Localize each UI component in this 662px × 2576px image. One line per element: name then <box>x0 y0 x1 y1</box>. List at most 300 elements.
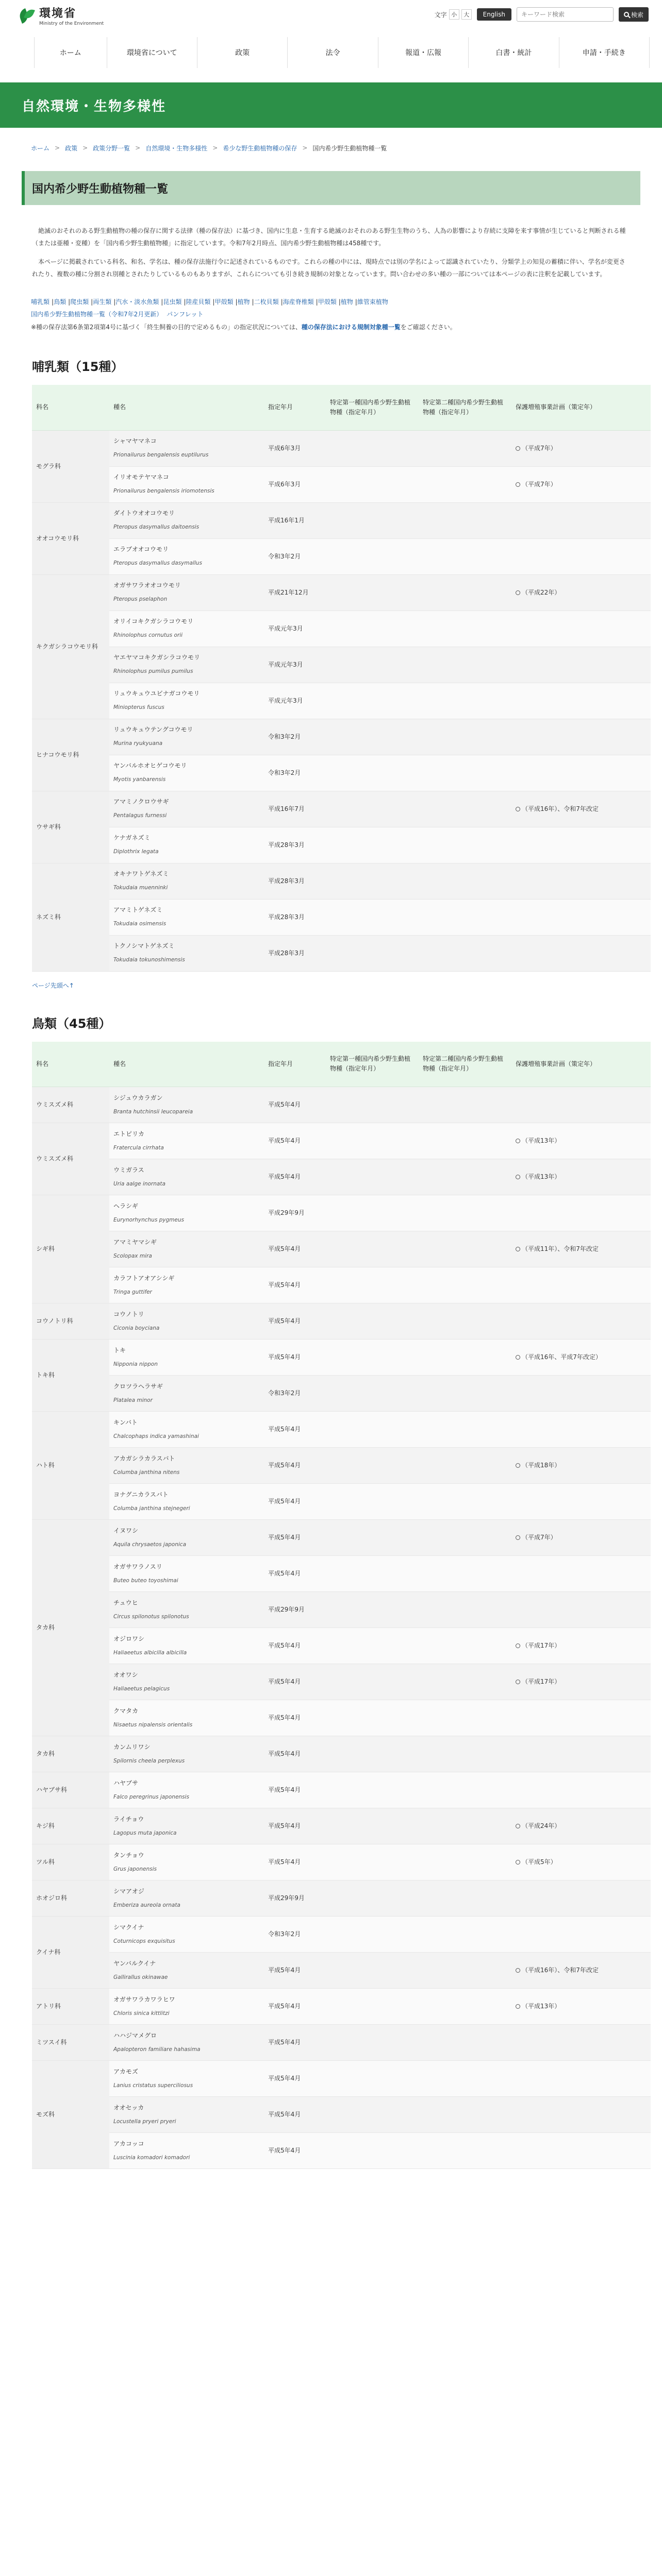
link-separator: | <box>91 298 93 306</box>
special-class2-cell <box>419 683 511 719</box>
global-nav <box>34 37 650 68</box>
main-content <box>0 171 662 2169</box>
breadcrumb-separator: > <box>82 144 88 151</box>
species-name: トクノシマトゲネズミ <box>113 942 175 950</box>
designation-date-cell: 令和3年2月 <box>264 538 326 574</box>
special-class2-cell <box>419 1448 511 1484</box>
birds-table <box>32 1042 651 2170</box>
species-cell <box>109 719 264 755</box>
utility-bar <box>435 7 649 22</box>
species-name: アマミヤマシギ <box>113 1238 157 1246</box>
scientific-name: Nisaetus nipalensis orientalis <box>113 1721 193 1728</box>
designation-date-cell: 平成6年3月 <box>264 466 326 502</box>
special-class1-cell <box>326 1880 419 1917</box>
breadcrumb-nature[interactable]: 自然環境・生物多様性 <box>145 144 208 152</box>
species-cell <box>109 2061 264 2097</box>
scientific-name: Branta hutchinsii leucopareia <box>113 1108 193 1115</box>
special-class2-cell <box>419 611 511 647</box>
recovery-plan-year: （平成22年） <box>522 588 561 596</box>
recovery-plan-year: （平成16年）、令和7年改定 <box>522 1967 599 1974</box>
special-class1-cell <box>326 899 419 935</box>
scientific-name: Haliaeetus albicilla albicilla <box>113 1649 187 1656</box>
designation-date-cell: 令和3年2月 <box>264 1917 326 1953</box>
table-row <box>32 1520 651 1556</box>
special-class1-cell <box>326 538 419 574</box>
special-class2-cell <box>419 1087 511 1123</box>
designation-date-cell: 平成5年4月 <box>264 1520 326 1556</box>
table-row <box>32 1412 651 1448</box>
breadcrumb-policy[interactable]: 政策 <box>65 144 78 152</box>
category-link[interactable]: 昆虫類 <box>163 298 182 306</box>
designation-date-cell: 平成5年4月 <box>264 1340 326 1376</box>
table-row <box>32 2025 651 2061</box>
scientific-name: Pteropus dasymallus daitoensis <box>113 524 200 530</box>
circle-mark-icon <box>516 2004 520 2009</box>
designation-date-cell: 平成5年4月 <box>264 1087 326 1123</box>
nav-item-whitepaper[interactable]: 白書・統計 <box>468 37 558 68</box>
designation-date-cell: 平成29年9月 <box>264 1195 326 1231</box>
recovery-plan-year: （平成13年） <box>522 1137 561 1144</box>
family-cell: コウノトリ科 <box>32 1303 109 1340</box>
recovery-plan-cell <box>511 2061 651 2097</box>
font-size-small-button[interactable]: 小 <box>449 9 459 20</box>
recovery-plan-cell <box>511 1917 651 1953</box>
special-class1-cell <box>326 466 419 502</box>
column-header: 特定第二種国内希少野生動植物種（指定年月） <box>419 385 511 430</box>
special-class1-cell <box>326 1412 419 1448</box>
recovery-plan-cell <box>511 1484 651 1520</box>
designation-date-cell: 平成28年3月 <box>264 863 326 899</box>
special-class1-cell <box>326 827 419 863</box>
family-cell: ウミスズメ科 <box>32 1087 109 1123</box>
designation-date-cell: 平成元年3月 <box>264 683 326 719</box>
species-cell <box>109 1664 264 1700</box>
species-cell <box>109 2097 264 2133</box>
table-row <box>32 935 651 971</box>
table-row <box>32 2133 651 2169</box>
category-link[interactable]: 両生類 <box>93 298 112 306</box>
search-button-label: 検索 <box>631 11 643 19</box>
recovery-plan-cell <box>511 1989 651 2025</box>
column-header: 特定第一種国内希少野生動植物種（指定年月） <box>326 1042 419 1087</box>
designation-date-cell: 令和3年2月 <box>264 1376 326 1412</box>
recovery-plan-cell <box>511 2097 651 2133</box>
site-header <box>0 0 662 82</box>
species-name: エトピリカ <box>113 1130 144 1138</box>
table-row <box>32 1195 651 1231</box>
recovery-plan-cell <box>511 1123 651 1159</box>
special-class2-cell <box>419 1880 511 1917</box>
column-header: 特定第二種国内希少野生動植物種（指定年月） <box>419 1042 511 1087</box>
scientific-name: Pteropus pselaphon <box>113 596 168 602</box>
species-cell <box>109 1808 264 1844</box>
recovery-plan-year: （平成5年） <box>522 1858 557 1866</box>
scientific-name: Buteo buteo toyoshimai <box>113 1577 178 1584</box>
special-class2-cell <box>419 1808 511 1844</box>
scientific-name: Scolopax mira <box>113 1252 152 1259</box>
search-input[interactable] <box>517 7 614 22</box>
species-name: チュウヒ <box>113 1599 138 1606</box>
designation-date-cell: 平成5年4月 <box>264 1736 326 1772</box>
species-name: シャマヤマネコ <box>113 437 157 445</box>
scientific-name: Lanius cristatus superciliosus <box>113 2082 193 2089</box>
recovery-plan-cell <box>511 502 651 538</box>
special-class2-cell <box>419 1772 511 1808</box>
column-header: 種名 <box>109 1042 264 1087</box>
scientific-name: Prionailurus bengalensis iriomotensis <box>113 488 214 494</box>
species-cell <box>109 1700 264 1736</box>
scientific-name: Nipponia nippon <box>113 1361 158 1367</box>
special-class2-cell <box>419 2133 511 2169</box>
special-class1-cell <box>326 1917 419 1953</box>
family-cell: シギ科 <box>32 1195 109 1303</box>
table-row <box>32 647 651 683</box>
designation-date-cell: 平成5年4月 <box>264 1123 326 1159</box>
special-class2-cell <box>419 1917 511 1953</box>
family-cell: ホオジロ科 <box>32 1880 109 1917</box>
recovery-plan-year: （平成13年） <box>522 2003 561 2010</box>
special-class1-cell <box>326 1087 419 1123</box>
species-name: ダイトウオオコウモリ <box>113 510 175 517</box>
species-cell <box>109 1628 264 1664</box>
link-separator: | <box>252 298 254 306</box>
table-row <box>32 683 651 719</box>
species-cell <box>109 1520 264 1556</box>
breadcrumb-separator: > <box>55 144 60 151</box>
species-cell <box>109 1592 264 1628</box>
scientific-name: Tokudaia muenninki <box>113 885 168 891</box>
category-link[interactable]: 海産脊椎類 <box>283 298 314 306</box>
designation-date-cell: 平成5年4月 <box>264 1844 326 1880</box>
category-link[interactable]: 植物 <box>237 298 250 306</box>
special-class1-cell <box>326 2061 419 2097</box>
special-class1-cell <box>326 1628 419 1664</box>
species-name: オガサワラカワラヒワ <box>113 1995 175 2003</box>
table-row <box>32 1880 651 1917</box>
designation-date-cell: 平成5年4月 <box>264 1303 326 1340</box>
recovery-plan-cell <box>511 1340 651 1376</box>
category-link[interactable]: 甲殻類 <box>318 298 337 306</box>
species-name: アマミノクロウサギ <box>113 798 169 805</box>
designation-date-cell: 平成5年4月 <box>264 2133 326 2169</box>
species-name: ヤエヤマコキクガシラコウモリ <box>113 654 201 661</box>
mammals-table <box>32 385 651 972</box>
designation-date-cell: 平成5年4月 <box>264 1267 326 1303</box>
link-separator: | <box>212 298 215 306</box>
special-class1-cell <box>326 1267 419 1303</box>
recovery-plan-cell <box>511 1772 651 1808</box>
special-class2-cell <box>419 1376 511 1412</box>
designation-date-cell: 平成28年3月 <box>264 899 326 935</box>
special-class1-cell <box>326 574 419 611</box>
recovery-plan-year: （平成17年） <box>522 1678 561 1685</box>
table-row <box>32 1376 651 1412</box>
designation-date-cell: 平成16年1月 <box>264 502 326 538</box>
recovery-plan-cell <box>511 1195 651 1231</box>
special-class2-cell <box>419 1989 511 2025</box>
special-class2-cell <box>419 1556 511 1592</box>
designation-date-cell: 平成29年9月 <box>264 1880 326 1917</box>
table-row <box>32 1844 651 1880</box>
note-text: ※種の保存法第6条第2項第4号に基づく「終生飼養の目的で定めるもの」の指定状況については、 <box>31 324 302 331</box>
special-class1-cell <box>326 683 419 719</box>
special-class1-cell <box>326 2025 419 2061</box>
species-name: オジロワシ <box>113 1635 145 1642</box>
breadcrumb-separator: > <box>212 144 218 151</box>
special-class2-cell <box>419 1664 511 1700</box>
nav-item-about[interactable]: 環境省について <box>107 37 197 68</box>
table-row <box>32 1628 651 1664</box>
special-class1-cell <box>326 647 419 683</box>
table-row <box>32 1340 651 1376</box>
nav-item-law[interactable]: 法令 <box>287 37 377 68</box>
special-class2-cell <box>419 719 511 755</box>
special-class2-cell <box>419 2061 511 2097</box>
regulated-species-link[interactable]: 種の保存法における規制対象種一覧 <box>301 324 401 331</box>
special-class2-cell <box>419 827 511 863</box>
column-header: 保護増殖事業計画（策定年） <box>511 1042 651 1087</box>
designation-date-cell: 平成5年4月 <box>264 1448 326 1484</box>
table-row <box>32 755 651 791</box>
nav-item-procedures[interactable]: 申請・手続き <box>559 37 650 68</box>
scientific-name: Tokudaia osimensis <box>113 921 167 927</box>
category-link[interactable]: 植物 <box>340 298 353 306</box>
nav-item-home[interactable]: ホーム <box>34 37 107 68</box>
special-class1-cell <box>326 1556 419 1592</box>
category-link[interactable]: 爬虫類 <box>70 298 89 306</box>
category-link[interactable]: 甲殻類 <box>214 298 234 306</box>
scientific-name: Rhinolophus cornutus orii <box>113 632 183 638</box>
category-link[interactable]: 鳥類 <box>54 298 67 306</box>
circle-mark-icon <box>516 482 520 487</box>
table-header-row <box>32 1042 651 1087</box>
link-separator: | <box>161 298 163 306</box>
species-name: オガサワラノスリ <box>113 1563 162 1570</box>
breadcrumb-separator: > <box>135 144 141 151</box>
table-row <box>32 1917 651 1953</box>
scientific-name: Tringa guttifer <box>113 1289 152 1295</box>
circle-mark-icon <box>516 1247 520 1251</box>
species-name: オキナワトゲネズミ <box>113 870 169 877</box>
species-cell <box>109 502 264 538</box>
special-class2-cell <box>419 1267 511 1303</box>
species-name: ケナガネズミ <box>113 834 151 841</box>
special-class1-cell <box>326 1303 419 1340</box>
species-name: エラブオオコウモリ <box>113 546 169 553</box>
species-name: オオワシ <box>113 1671 138 1679</box>
designation-date-cell: 令和3年2月 <box>264 755 326 791</box>
scientific-name: Columba janthina stejnegeri <box>113 1505 190 1512</box>
species-name: タンチョウ <box>113 1851 144 1859</box>
species-cell <box>109 2133 264 2169</box>
special-class1-cell <box>326 863 419 899</box>
species-name: ヤンバルクイナ <box>113 1959 156 1967</box>
species-name: イヌワシ <box>113 1527 139 1534</box>
site-logo[interactable] <box>19 7 104 27</box>
recovery-plan-cell <box>511 574 651 611</box>
designation-date-cell: 平成元年3月 <box>264 647 326 683</box>
recovery-plan-cell <box>511 1700 651 1736</box>
family-cell: ハヤブサ科 <box>32 1772 109 1808</box>
recovery-plan-cell <box>511 899 651 935</box>
recovery-plan-year: （平成13年） <box>522 1173 561 1180</box>
table-row <box>32 1664 651 1700</box>
table-row <box>32 1448 651 1484</box>
table-row <box>32 1556 651 1592</box>
circle-mark-icon <box>516 807 520 811</box>
special-class1-cell <box>326 1448 419 1484</box>
table-row <box>32 1159 651 1195</box>
designation-date-cell: 平成5年4月 <box>264 1628 326 1664</box>
species-cell <box>109 1917 264 1953</box>
scientific-name: Ciconia boyciana <box>113 1325 160 1331</box>
family-cell: ハト科 <box>32 1412 109 1520</box>
recovery-plan-cell <box>511 1520 651 1556</box>
recovery-plan-cell <box>511 1953 651 1989</box>
breadcrumb-current: 国内希少野生動植物種一覧 <box>312 144 387 152</box>
special-class2-cell <box>419 1628 511 1664</box>
recovery-plan-cell <box>511 538 651 574</box>
scientific-name: Pentalagus furnessi <box>113 812 167 819</box>
special-class1-cell <box>326 1700 419 1736</box>
scientific-name: Pteropus dasymallus dasymallus <box>113 560 202 566</box>
special-class2-cell <box>419 538 511 574</box>
page-title: 国内希少野生動植物種一覧 <box>22 171 640 205</box>
recovery-plan-cell <box>511 1159 651 1195</box>
species-name: トキ <box>113 1346 126 1354</box>
table-row <box>32 1808 651 1844</box>
species-name: イリオモテヤマネコ <box>113 473 169 481</box>
recovery-plan-cell <box>511 2133 651 2169</box>
special-class2-cell <box>419 899 511 935</box>
document-link[interactable]: パンフレット <box>167 311 204 318</box>
column-header: 種名 <box>109 385 264 430</box>
column-header: 指定年月 <box>264 1042 326 1087</box>
special-class1-cell <box>326 935 419 971</box>
special-class2-cell <box>419 1736 511 1772</box>
category-link[interactable]: 汽水・淡水魚類 <box>115 298 159 306</box>
special-class2-cell <box>419 647 511 683</box>
species-name: アマミトゲネズミ <box>113 906 163 913</box>
family-cell: ツル科 <box>32 1844 109 1880</box>
scientific-name: Myotis yanbarensis <box>113 776 166 783</box>
special-class2-cell <box>419 1953 511 1989</box>
species-name: アカガシラカラスバト <box>113 1454 175 1462</box>
special-class2-cell <box>419 2025 511 2061</box>
table-row <box>32 1484 651 1520</box>
scientific-name: Rhinolophus pumilus pumilus <box>113 668 193 674</box>
intro-paragraph: 本ページに掲載されている科名、和名、学名は、種の保存法施行令に記述されているものです。これらの種の中には、現時点では別の学名によって認識されていたり、分類学上の知見の蓄積に伴い、学名が変更されたり、複数の種に分割され別種とされたりしているものもありますが、これらについても引き続き規制の対象となっています。問い合わせの多い種の一部については本ページの表に注釈を記載しています。 <box>32 258 625 278</box>
recovery-plan-cell <box>511 1448 651 1484</box>
special-class1-cell <box>326 791 419 827</box>
scientific-name: Apalopteron familiare hahasima <box>113 2046 201 2053</box>
circle-mark-icon <box>516 1175 520 1179</box>
special-class2-cell <box>419 791 511 827</box>
species-cell <box>109 1412 264 1448</box>
circle-mark-icon <box>516 1355 520 1360</box>
species-name: ハハジマメグロ <box>113 2031 157 2039</box>
species-cell <box>109 2025 264 2061</box>
table-row <box>32 2061 651 2097</box>
scientific-name: Luscinia komadori komadori <box>113 2154 190 2161</box>
document-link[interactable]: 国内希少野生動植物種一覧（令和7年2月更新） <box>31 311 163 318</box>
family-cell: モグラ科 <box>32 430 109 502</box>
designation-date-cell: 平成5年4月 <box>264 1808 326 1844</box>
breadcrumb <box>0 128 662 168</box>
breadcrumb-rare-species[interactable]: 希少な野生動植物種の保存 <box>223 144 297 152</box>
species-cell <box>109 1123 264 1159</box>
designation-date-cell: 平成5年4月 <box>264 1412 326 1448</box>
scientific-name: Emberiza aureola ornata <box>113 1902 180 1908</box>
font-size-control <box>435 9 472 20</box>
family-cell: クイナ科 <box>32 1917 109 1989</box>
designation-date-cell: 平成5年4月 <box>264 1556 326 1592</box>
family-cell: ネズミ科 <box>32 863 109 971</box>
species-cell <box>109 1953 264 1989</box>
column-header: 特定第一種国内希少野生動植物種（指定年月） <box>326 385 419 430</box>
table-row <box>32 1267 651 1303</box>
scientific-name: Fratercula cirrhata <box>113 1144 164 1151</box>
link-separator: | <box>355 298 357 306</box>
recovery-plan-cell <box>511 755 651 791</box>
designation-date-cell: 平成元年3月 <box>264 611 326 647</box>
table-row <box>32 466 651 502</box>
special-class1-cell <box>326 1808 419 1844</box>
nav-item-policy[interactable]: 政策 <box>197 37 287 68</box>
page-top-link[interactable]: ページ先頭へ↑ <box>32 981 74 989</box>
recovery-plan-cell <box>511 1808 651 1844</box>
recovery-plan-cell <box>511 719 651 755</box>
recovery-plan-cell <box>511 1844 651 1880</box>
circle-mark-icon <box>516 590 520 595</box>
designation-date-cell: 平成6年3月 <box>264 430 326 466</box>
breadcrumb-home[interactable]: ホーム <box>31 144 50 152</box>
family-cell: ウミスズメ科 <box>32 1123 109 1195</box>
breadcrumb-policy-list[interactable]: 政策分野一覧 <box>93 144 130 152</box>
recovery-plan-year: （平成16年）、令和7年改定 <box>522 805 599 812</box>
species-cell <box>109 647 264 683</box>
nav-item-press[interactable]: 報道・広報 <box>378 37 468 68</box>
species-name: リュウキュウユビナガコウモリ <box>113 690 200 697</box>
category-link[interactable]: 維管束植物 <box>357 298 388 306</box>
font-size-large-button[interactable]: 大 <box>461 9 472 20</box>
table-row <box>32 1989 651 2025</box>
designation-date-cell: 平成5年4月 <box>264 1700 326 1736</box>
designation-date-cell: 令和3年2月 <box>264 719 326 755</box>
family-cell: トキ科 <box>32 1340 109 1412</box>
special-class1-cell <box>326 502 419 538</box>
family-cell: タカ科 <box>32 1520 109 1736</box>
column-header: 保護増殖事業計画（策定年） <box>511 385 651 430</box>
special-class2-cell <box>419 1844 511 1880</box>
special-class1-cell <box>326 719 419 755</box>
logo-text-ja: 環境省 <box>39 7 77 20</box>
column-header: 科名 <box>32 385 109 430</box>
search-button[interactable] <box>619 7 649 22</box>
species-name: アカモズ <box>113 2067 138 2075</box>
category-link[interactable]: 二枚貝類 <box>254 298 279 306</box>
english-button[interactable]: English <box>477 8 511 21</box>
scientific-name: Platalea minor <box>113 1397 153 1403</box>
link-separator: | <box>338 298 341 306</box>
table-row <box>32 1231 651 1267</box>
recovery-plan-cell <box>511 683 651 719</box>
species-cell <box>109 827 264 863</box>
species-cell <box>109 1087 264 1123</box>
category-link[interactable]: 陸産貝類 <box>186 298 211 306</box>
species-name: キンバト <box>113 1418 138 1426</box>
category-link[interactable]: 哺乳類 <box>31 298 50 306</box>
